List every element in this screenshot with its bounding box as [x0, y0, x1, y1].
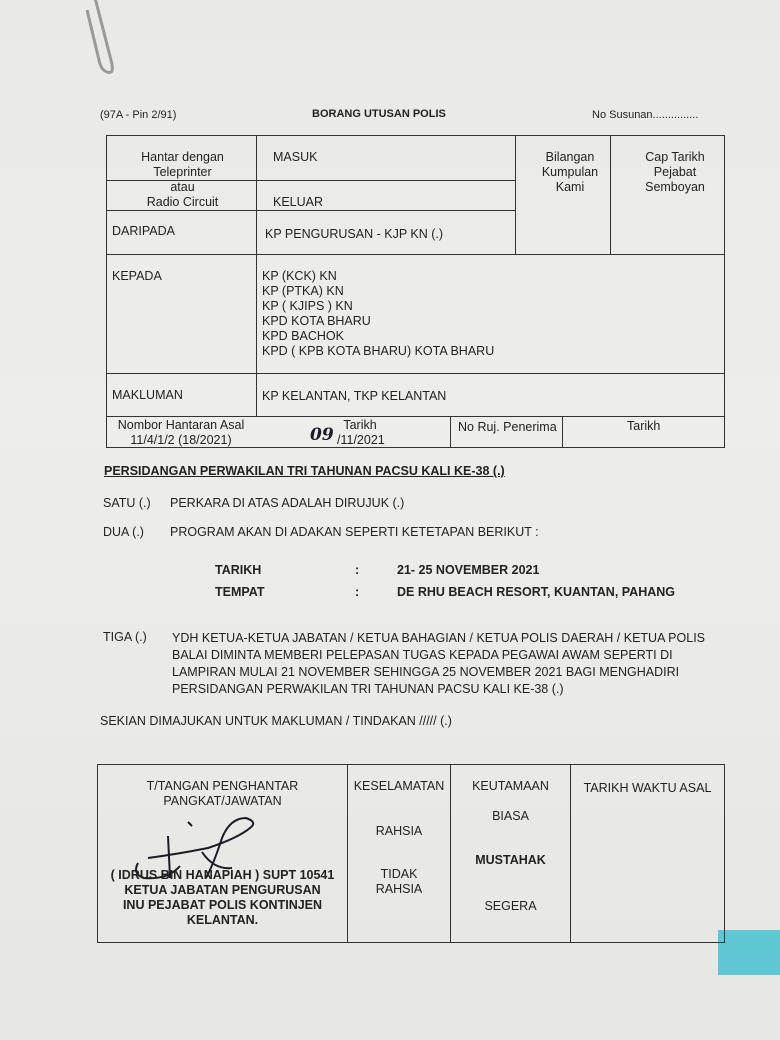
makluman-label: MAKLUMAN [112, 388, 183, 402]
tarikh-value: /11/2021 [337, 433, 385, 447]
handwritten-day: 09 [310, 425, 334, 445]
keselamatan-label: KESELAMATAN [353, 779, 445, 793]
kepada-label: KEPADA [112, 269, 162, 283]
rahsia-label: RAHSIA [375, 824, 423, 838]
keutamaan-label: KEUTAMAAN [472, 779, 549, 793]
tape-strip [718, 930, 780, 975]
list-item: KPD ( KPB KOTA BHARU) KOTA BHARU [262, 344, 495, 358]
program-tarikh-label: TARIKH [215, 563, 262, 577]
masuk-label: MASUK [273, 150, 318, 164]
program-tarikh-colon: : [355, 563, 360, 577]
satu-text: PERKARA DI ATAS ADALAH DIRUJUK (.) [170, 496, 405, 510]
noruj-label: No Ruj. Penerima [458, 420, 557, 434]
tidak-rahsia-label: TIDAK RAHSIA [375, 867, 423, 896]
dua-label: DUA (.) [103, 525, 144, 539]
program-tempat-colon: : [355, 585, 360, 599]
tarikh-label: Tarikh [343, 418, 377, 432]
list-item: KP (KCK) KN [262, 269, 337, 283]
tarikh2-label: Tarikh [627, 419, 661, 433]
form-code: (97A - Pin 2/91) [100, 109, 177, 121]
keluar-label: KELUAR [273, 195, 324, 209]
group-number-label: Bilangan Kumpulan Kami [541, 150, 599, 194]
tiga-text: YDH KETUA-KETUA JABATAN / KETUA BAHAGIAN / KETUA POLIS DAERAH / KETUA POLIS BALAI DIMINTA MEMBERI PELEPASAN TUGAS KEPADA PEGAWAI AWAM SEPERTI DI LAMPIRAN MULAI 21 NOVEMBER SEHINGGA 25 NOVEMBER 2021 BAGI MENGHADIRI PERSIDANGAN PERWAKILAN TRI TAHUNAN PACSU KALI KE-38 (.) [172, 631, 706, 696]
list-item: KPD BACHOK [262, 329, 344, 343]
paper-clip-icon [85, 0, 125, 85]
segera-label: SEGERA [484, 899, 537, 913]
signature-header: T/TANGAN PENGHANTAR PANGKAT/JAWATAN [146, 779, 299, 808]
program-tempat-label: TEMPAT [215, 585, 265, 599]
daripada-value: KP PENGURUSAN - KJP KN (.) [265, 227, 444, 241]
daripada-label: DARIPADA [112, 224, 175, 238]
list-item: KP (PTKA) KN [262, 284, 344, 298]
closing-line: SEKIAN DIMAJUKAN UNTUK MAKLUMAN / TINDAKAN ///// (.) [100, 714, 452, 728]
makluman-value: KP KELANTAN, TKP KELANTAN [262, 389, 447, 403]
program-tarikh-value: 21- 25 NOVEMBER 2021 [397, 563, 540, 577]
tarikh-waktu-asal-label: TARIKH WAKTU ASAL [583, 781, 712, 795]
sender-details: ( IDRUS BIN HANAPIAH ) SUPT 10541 KETUA JABATAN PENGURUSAN INU PEJABAT POLIS KONTINJEN KELANTAN. [110, 868, 335, 927]
list-item: KPD KOTA BHARU [262, 314, 371, 328]
program-tempat-value: DE RHU BEACH RESORT, KUANTAN, PAHANG [397, 585, 676, 599]
mustahak-label: MUSTAHAK [475, 853, 546, 867]
list-item: KP ( KJIPS ) KN [262, 299, 353, 313]
tiga-label: TIGA (.) [103, 630, 147, 644]
subject-heading: PERSIDANGAN PERWAKILAN TRI TAHUNAN PACSU KALI KE-38 (.) [104, 464, 505, 478]
satu-label: SATU (.) [103, 496, 151, 510]
serial-number-label: No Susunan............... [592, 109, 699, 121]
date-stamp-label: Cap Tarikh Pejabat Semboyan [645, 150, 705, 194]
biasa-label: BIASA [492, 809, 529, 823]
dua-text: PROGRAM AKAN DI ADAKAN SEPERTI KETETAPAN BERIKUT : [170, 525, 539, 539]
form-title: BORANG UTUSAN POLIS [312, 108, 446, 120]
kepada-list [262, 269, 494, 359]
send-method-label: Hantar dengan Teleprinter atau Radio Circuit [141, 150, 224, 209]
nombor-hantaran-cell: Nombor Hantaran Asal 11/4/1/2 (18/2021) [117, 418, 245, 447]
